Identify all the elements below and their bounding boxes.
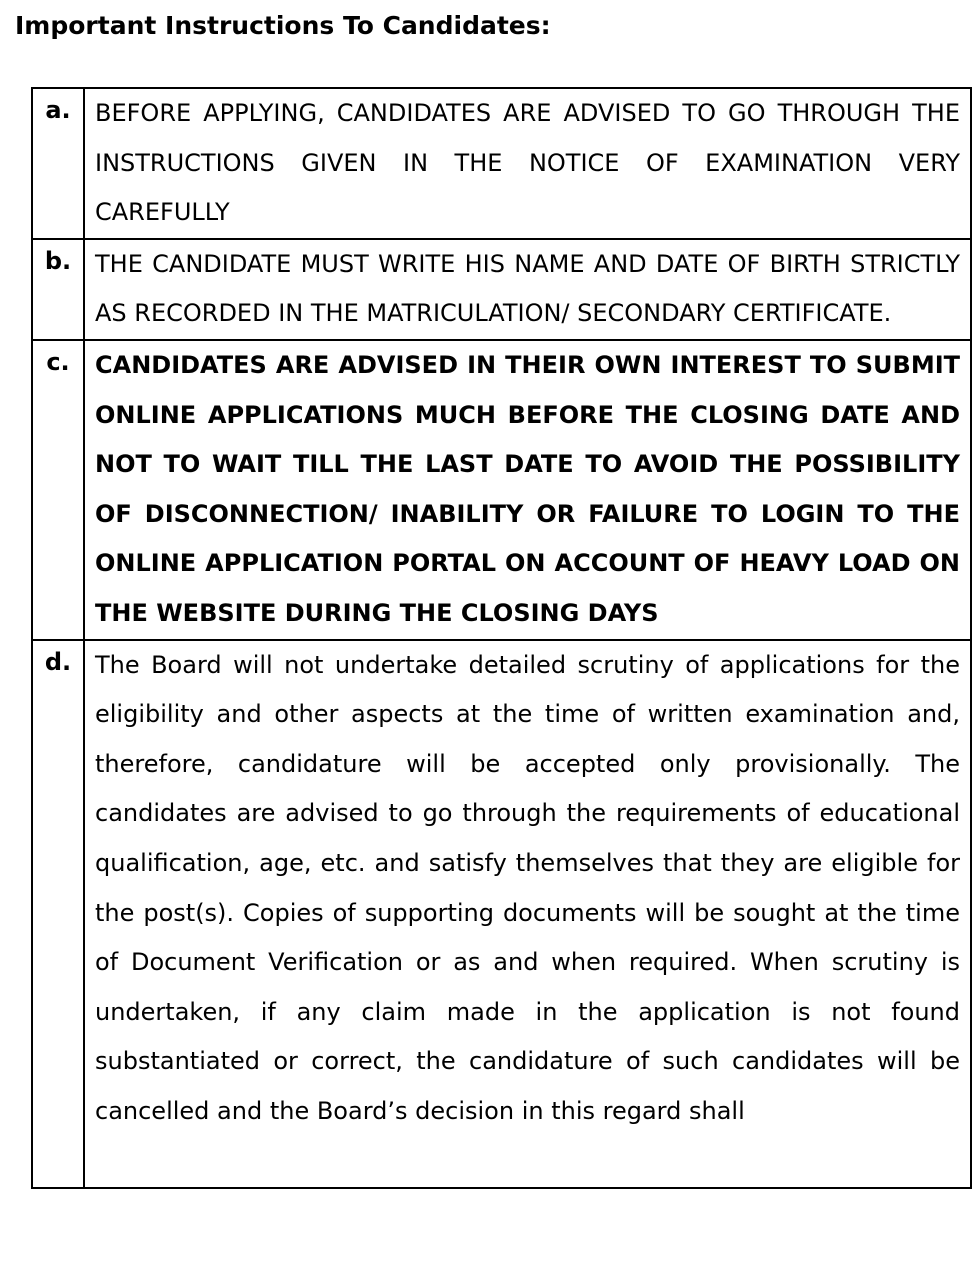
instruction-label: c. xyxy=(32,340,84,640)
page-title: Important Instructions To Candidates: xyxy=(15,11,551,40)
instruction-label: d. xyxy=(32,640,84,1188)
instruction-label: a. xyxy=(32,88,84,239)
instruction-row xyxy=(32,340,971,640)
instruction-row xyxy=(32,88,971,239)
instruction-label: b. xyxy=(32,239,84,340)
instruction-row xyxy=(32,239,971,340)
instruction-text: CANDIDATES ARE ADVISED IN THEIR OWN INTEREST TO SUBMIT ONLINE APPLICATIONS MUCH BEFORE THE CLOSING DATE AND NOT TO WAIT TILL THE LAST DATE TO AVOID THE POSSIBILITY OF DISCONNECTION/ INABILITY OR FAILURE TO LOGIN TO THE ONLINE APPLICATION PORTAL ON ACCOUNT OF HEAVY LOAD ON THE WEBSITE DURING THE CLOSING DAYS xyxy=(84,340,971,640)
instruction-text: BEFORE APPLYING, CANDIDATES ARE ADVISED TO GO THROUGH THE INSTRUCTIONS GIVEN IN THE NOTICE OF EXAMINATION VERY CAREFULLY xyxy=(84,88,971,239)
instruction-text: The Board will not undertake detailed scrutiny of applications for the eligibility and other aspects at the time of written examination and, therefore, candidature will be accepted only provisionally. The candidates are advised to go through the requirements of educational qualification, age, etc. and satisfy themselves that they are eligible for the post(s). Copies of supporting documents will be sought at the time of Document Verification or as and when required. When scrutiny is undertaken, if any claim made in the application is not found substantiated or correct, the candidature of such candidates will be cancelled and the Board’s decision in this regard shall xyxy=(84,640,971,1188)
instructions-table xyxy=(31,87,972,1189)
instruction-text: THE CANDIDATE MUST WRITE HIS NAME AND DATE OF BIRTH STRICTLY AS RECORDED IN THE MATRICULATION/ SECONDARY CERTIFICATE. xyxy=(84,239,971,340)
instruction-row xyxy=(32,640,971,1188)
